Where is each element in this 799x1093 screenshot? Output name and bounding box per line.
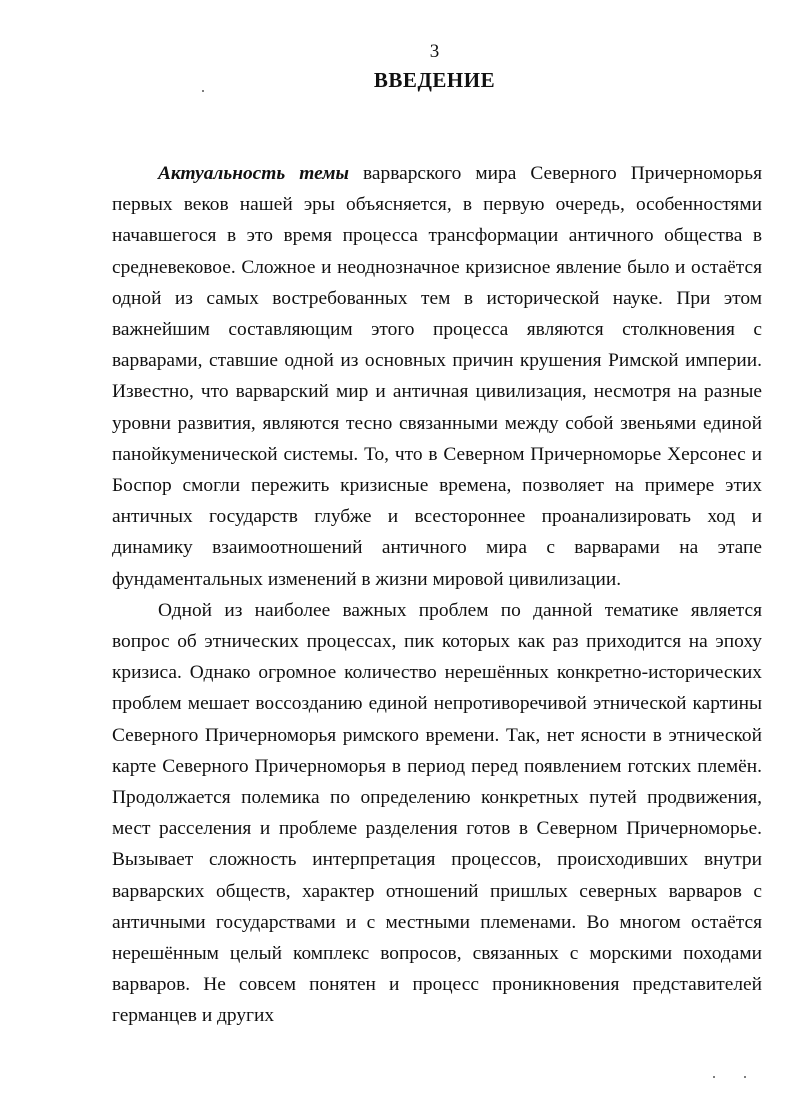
paragraph-ethnic-processes: Одной из наиболее важных проблем по данной тематике является вопрос об этнических процессах, пик которых как раз приходится на эпоху кризиса. Однако огромное количество нерешённых конкретно-исторических проблем мешает воссозданию единой непротиворечивой этнической картины Северного Причерноморья римского времени. Так, нет ясности в этнической карте Северного Причерноморья в период перед появлением готских племён. Продолжается полемика по определению конкретных путей продвижения, мест расселения и проблеме разделения готов в Северном Причерноморье. Вызывает сложность интерпретация процессов, происходивших внутри варварских обществ, характер отношений пришлых северных варваров с античными государствами и с местными племенами. Во многом остаётся нерешённым целый комплекс вопросов, связанных с морскими походами варваров. Не совсем понятен и процесс проникновения представителей германцев и других: [112, 599, 762, 1027]
scan-speck: [202, 90, 204, 92]
body-text: [112, 158, 762, 1032]
scan-speck: [713, 1076, 715, 1078]
page-title: ВВЕДЕНИЕ: [373, 68, 496, 92]
relevance-lead: Актуальность темы: [158, 163, 349, 184]
scan-speck: [744, 1076, 746, 1078]
page-number: 3: [429, 41, 440, 62]
relevance-text: варварского мира Северного Причерноморья первых веков нашей эры объясняется, в первую очередь, особенностями начавшегося в это время процесса трансформации античного общества в средневековое. Сложное и неоднозначное кризисное явление было и остаётся одной из самых востребованных тем в исторической науке. При этом важнейшим составляющим этого процесса являются столкновения с варварами, ставшие одной из основных причин крушения Римской империи. Известно, что варварский мир и античная цивилизация, несмотря на разные уровни развития, являются тесно связанными между собой звеньями единой панойкуменической системы. То, что в Северном Причерноморье Херсонес и Боспор смогли пережить кризисные времена, позволяет на примере этих античных государств глубже и всестороннее проанализировать ход и динамику взаимоотношений античного мира с варварами на этапе фундаментальных изменений в жизни мировой цивилизации.: [112, 163, 762, 590]
paragraph-relevance: [112, 158, 762, 595]
